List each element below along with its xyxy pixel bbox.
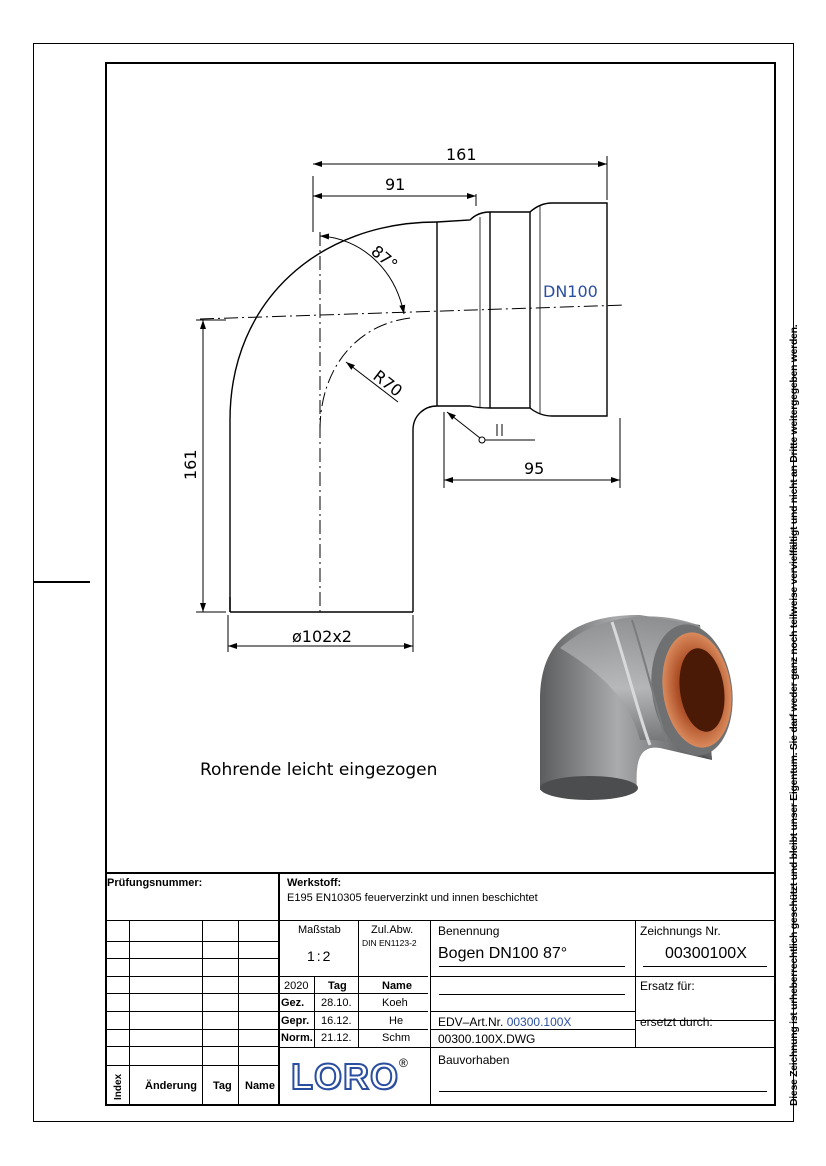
logo-mark: ® xyxy=(399,1056,408,1070)
dim-radius: R70 xyxy=(369,366,407,401)
inner-curve xyxy=(413,406,437,612)
zulabw-label: Zul.Abw. xyxy=(371,924,414,936)
norm-label: Norm. xyxy=(281,1032,313,1044)
aenderung-label: Änderung xyxy=(145,1080,197,1092)
title-block xyxy=(105,872,776,1106)
year: 2020 xyxy=(284,980,309,992)
rev-tag-label: Tag xyxy=(213,1080,232,1092)
name-label: Name xyxy=(382,980,412,992)
edv-row xyxy=(438,1015,571,1029)
outer-curve xyxy=(230,222,437,612)
dim-total-width: 161 xyxy=(446,145,477,164)
index-label: Index xyxy=(113,1073,124,1100)
gez-name: Koeh xyxy=(382,997,408,1009)
dim-top-inner: 91 xyxy=(385,175,406,194)
copyright-note: Diese Zeichnung ist urheberrechtlich geschützt und bleibt unser Eigentum. Sie darf weder ganz noch teilweise vervielfältigt und nicht an Dritte weitergegeben werden. xyxy=(788,324,800,1106)
benennung-label: Benennung xyxy=(438,924,500,938)
massstab-value: 1:2 xyxy=(307,948,333,964)
pruefungsnummer-label: Prüfungsnummer: xyxy=(107,877,203,889)
zeichnungsnr-label: Zeichnungs Nr. xyxy=(640,924,721,938)
logo-text: LORO xyxy=(291,1056,399,1097)
werkstoff-value: E195 EN10305 feuerverzinkt und innen beschichtet xyxy=(287,892,538,904)
benennung-value: Bogen DN100 87° xyxy=(438,945,568,962)
ersetzt-label: ersetzt durch: xyxy=(640,1015,713,1029)
tag-label: Tag xyxy=(328,980,347,992)
gepr-name: He xyxy=(389,1015,404,1027)
zeichnungsnr-value: 00300100X xyxy=(665,945,747,962)
dwg-value: 00300.100X.DWG xyxy=(438,1032,536,1046)
gez-tag: 28.10. xyxy=(321,997,352,1009)
bend-3d-render xyxy=(540,615,741,800)
loro-logo xyxy=(291,1056,408,1096)
pipe-end-note: Rohrende leicht eingezogen xyxy=(200,760,438,780)
bauvorhaben-label: Bauvorhaben xyxy=(438,1053,510,1067)
dim-height: 161 xyxy=(181,449,200,480)
gepr-label: Gepr. xyxy=(281,1015,310,1027)
bend-outline xyxy=(230,203,607,612)
gez-label: Gez. xyxy=(281,997,305,1009)
edv-label: EDV–Art.Nr. xyxy=(438,1015,504,1029)
norm-tag: 21.12. xyxy=(321,1032,352,1044)
rev-name-label: Name xyxy=(245,1080,275,1092)
dim-diameter: ø102x2 xyxy=(292,627,352,646)
edv-value: 00300.100X xyxy=(506,1015,572,1029)
zulabw-value: DIN EN1123-2 xyxy=(362,938,417,948)
massstab-label: Maßstab xyxy=(298,924,341,936)
dimension-lines xyxy=(196,156,620,652)
gepr-tag: 16.12. xyxy=(321,1015,352,1027)
dim-nominal: DN100 xyxy=(543,282,598,301)
dim-angle: 87° xyxy=(367,241,402,275)
dim-socket: 95 xyxy=(524,459,545,478)
werkstoff-label: Werkstoff: xyxy=(287,877,342,889)
ersatz-label: Ersatz für: xyxy=(640,979,695,993)
norm-name: Schm xyxy=(382,1032,411,1044)
